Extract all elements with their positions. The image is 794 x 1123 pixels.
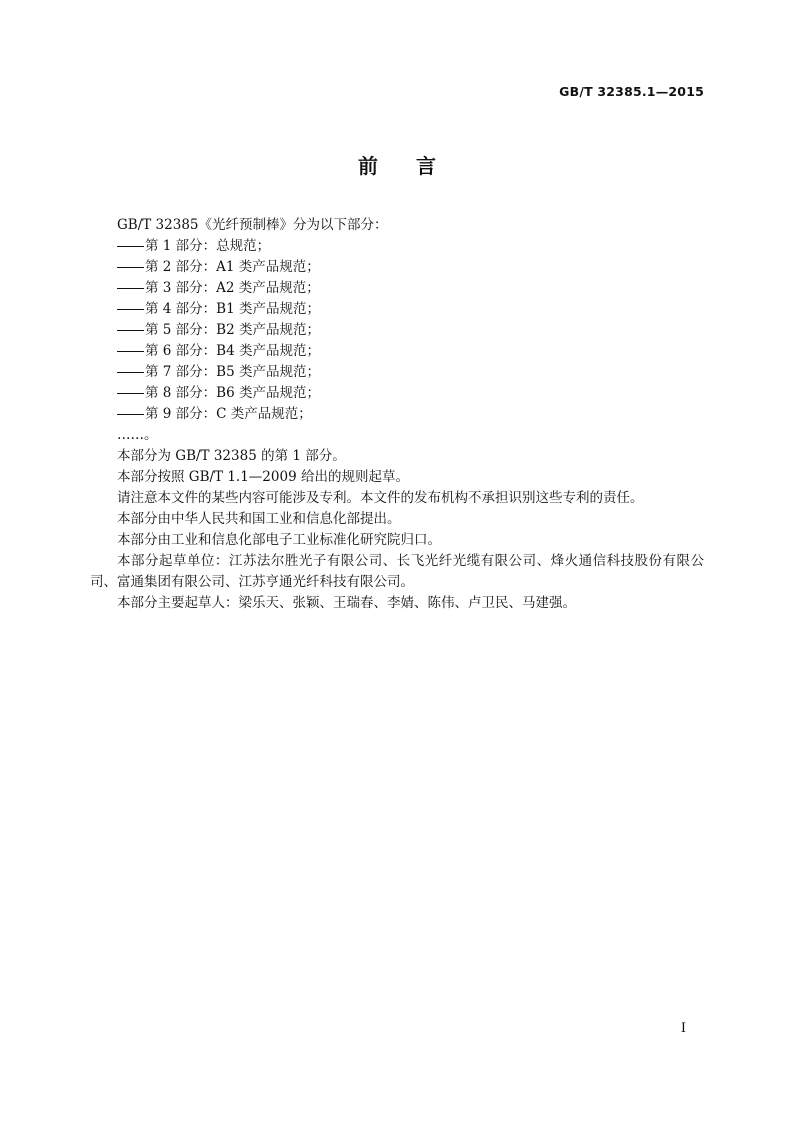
paragraph-proposer: 本部分由中华人民共和国工业和信息化部提出。 (117, 511, 401, 527)
list-item-text: 第 6 部分：B4 类产品规范； (145, 343, 320, 359)
paragraph-administrator: 本部分由工业和信息化部电子工业标准化研究院归口。 (117, 532, 441, 548)
em-dash-marker (117, 309, 144, 310)
em-dash-marker (117, 393, 144, 394)
paragraph-drafters: 本部分主要起草人：梁乐天、张颖、王瑞春、李婧、陈伟、卢卫民、马建强。 (117, 595, 576, 611)
list-item-text: 第 4 部分：B1 类产品规范； (145, 301, 320, 317)
list-item (90, 320, 704, 341)
em-dash-marker (117, 288, 144, 289)
standard-number: GB/T 32385.1—2015 (559, 84, 704, 99)
list-item (90, 383, 704, 404)
list-item (90, 404, 704, 425)
em-dash-marker (117, 330, 144, 331)
list-item (90, 236, 704, 257)
list-item (90, 362, 704, 383)
list-item (90, 341, 704, 362)
paragraph-drafting-rules: 本部分按照 GB/T 1.1—2009 给出的规则起草。 (117, 469, 409, 485)
list-item-text: 第 9 部分：C 类产品规范； (145, 406, 312, 422)
em-dash-marker (117, 267, 144, 268)
em-dash-marker (117, 372, 144, 373)
list-item-text: 第 2 部分：A1 类产品规范； (145, 259, 320, 275)
page-title: 前言 (358, 154, 474, 178)
list-item-text: 第 1 部分：总规范； (145, 238, 271, 254)
em-dash-marker (117, 246, 144, 247)
list-ellipsis: ……。 (117, 427, 158, 443)
em-dash-marker (117, 351, 144, 352)
list-item-text: 第 5 部分：B2 类产品规范； (145, 322, 320, 338)
document-body (90, 215, 704, 614)
paragraph-drafting-units: 本部分起草单位：江苏法尔胜光子有限公司、长飞光纤光缆有限公司、烽火通信科技股份有限公司、富通集团有限公司、江苏亨通光纤科技有限公司。 (90, 553, 704, 590)
list-item-text: 第 3 部分：A2 类产品规范； (145, 280, 320, 296)
page-number: I (680, 1021, 686, 1036)
list-item (90, 257, 704, 278)
paragraph-patent-notice: 请注意本文件的某些内容可能涉及专利。本文件的发布机构不承担识别这些专利的责任。 (117, 490, 644, 506)
paragraph-part-statement: 本部分为 GB/T 32385 的第 1 部分。 (117, 448, 346, 464)
list-item-text: 第 8 部分：B6 类产品规范； (145, 385, 320, 401)
em-dash-marker (117, 414, 144, 415)
parts-intro: GB/T 32385《光纤预制棒》分为以下部分： (117, 217, 388, 233)
list-item-text: 第 7 部分：B5 类产品规范； (145, 364, 320, 380)
list-item (90, 278, 704, 299)
list-item (90, 299, 704, 320)
